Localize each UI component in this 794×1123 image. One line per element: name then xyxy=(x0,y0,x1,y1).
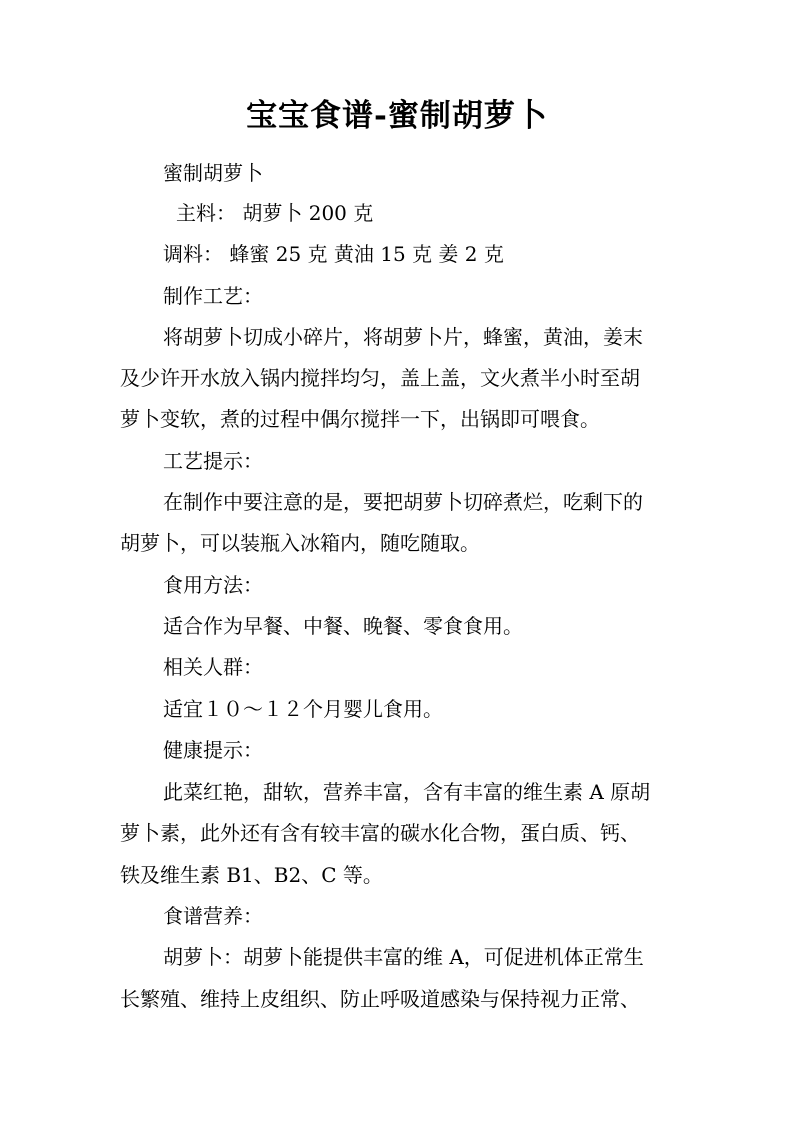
health-text-line: 此菜红艳，甜软，营养丰富，含有丰富的维生素 A 原胡 xyxy=(163,780,651,804)
tip-heading: 工艺提示： xyxy=(163,449,263,473)
main-ingredient: 主料： 胡萝卜 200 克 xyxy=(176,201,374,225)
group-heading: 相关人群： xyxy=(163,655,263,679)
nutrition-text-line: 长繁殖、维持上皮组织、防止呼吸道感染与保持视力正常、 xyxy=(120,987,640,1011)
nutrition-heading: 食谱营养： xyxy=(163,904,263,928)
nutrition-text-line: 胡萝卜：胡萝卜能提供丰富的维 A，可促进机体正常生 xyxy=(163,945,644,969)
seasoning: 调料： 蜂蜜 25 克 黄油 15 克 姜 2 克 xyxy=(163,242,504,266)
group-text-line: 适宜１０～１２个月婴儿食用。 xyxy=(163,697,443,721)
tip-text-line: 胡萝卜，可以装瓶入冰箱内，随吃随取。 xyxy=(120,531,480,555)
usage-heading: 食用方法： xyxy=(163,573,263,597)
document-title: 宝宝食谱-蜜制胡萝卜 xyxy=(246,98,548,134)
recipe-name: 蜜制胡萝卜 xyxy=(163,161,263,185)
usage-text-line: 适合作为早餐、中餐、晚餐、零食食用。 xyxy=(163,614,523,638)
health-text-line: 铁及维生素 B1、B2、C 等。 xyxy=(120,863,383,887)
process-heading: 制作工艺： xyxy=(163,284,263,308)
process-text-line: 及少许开水放入锅内搅拌均匀，盖上盖，文火煮半小时至胡 xyxy=(120,366,640,390)
process-text-line: 将胡萝卜切成小碎片，将胡萝卜片，蜂蜜，黄油，姜末 xyxy=(163,325,643,349)
process-text-line: 萝卜变软，煮的过程中偶尔搅拌一下，出锅即可喂食。 xyxy=(120,407,600,431)
health-text-line: 萝卜素，此外还有含有较丰富的碳水化合物，蛋白质、钙、 xyxy=(120,821,640,845)
tip-text-line: 在制作中要注意的是，要把胡萝卜切碎煮烂，吃剩下的 xyxy=(163,490,643,514)
health-heading: 健康提示： xyxy=(163,738,263,762)
